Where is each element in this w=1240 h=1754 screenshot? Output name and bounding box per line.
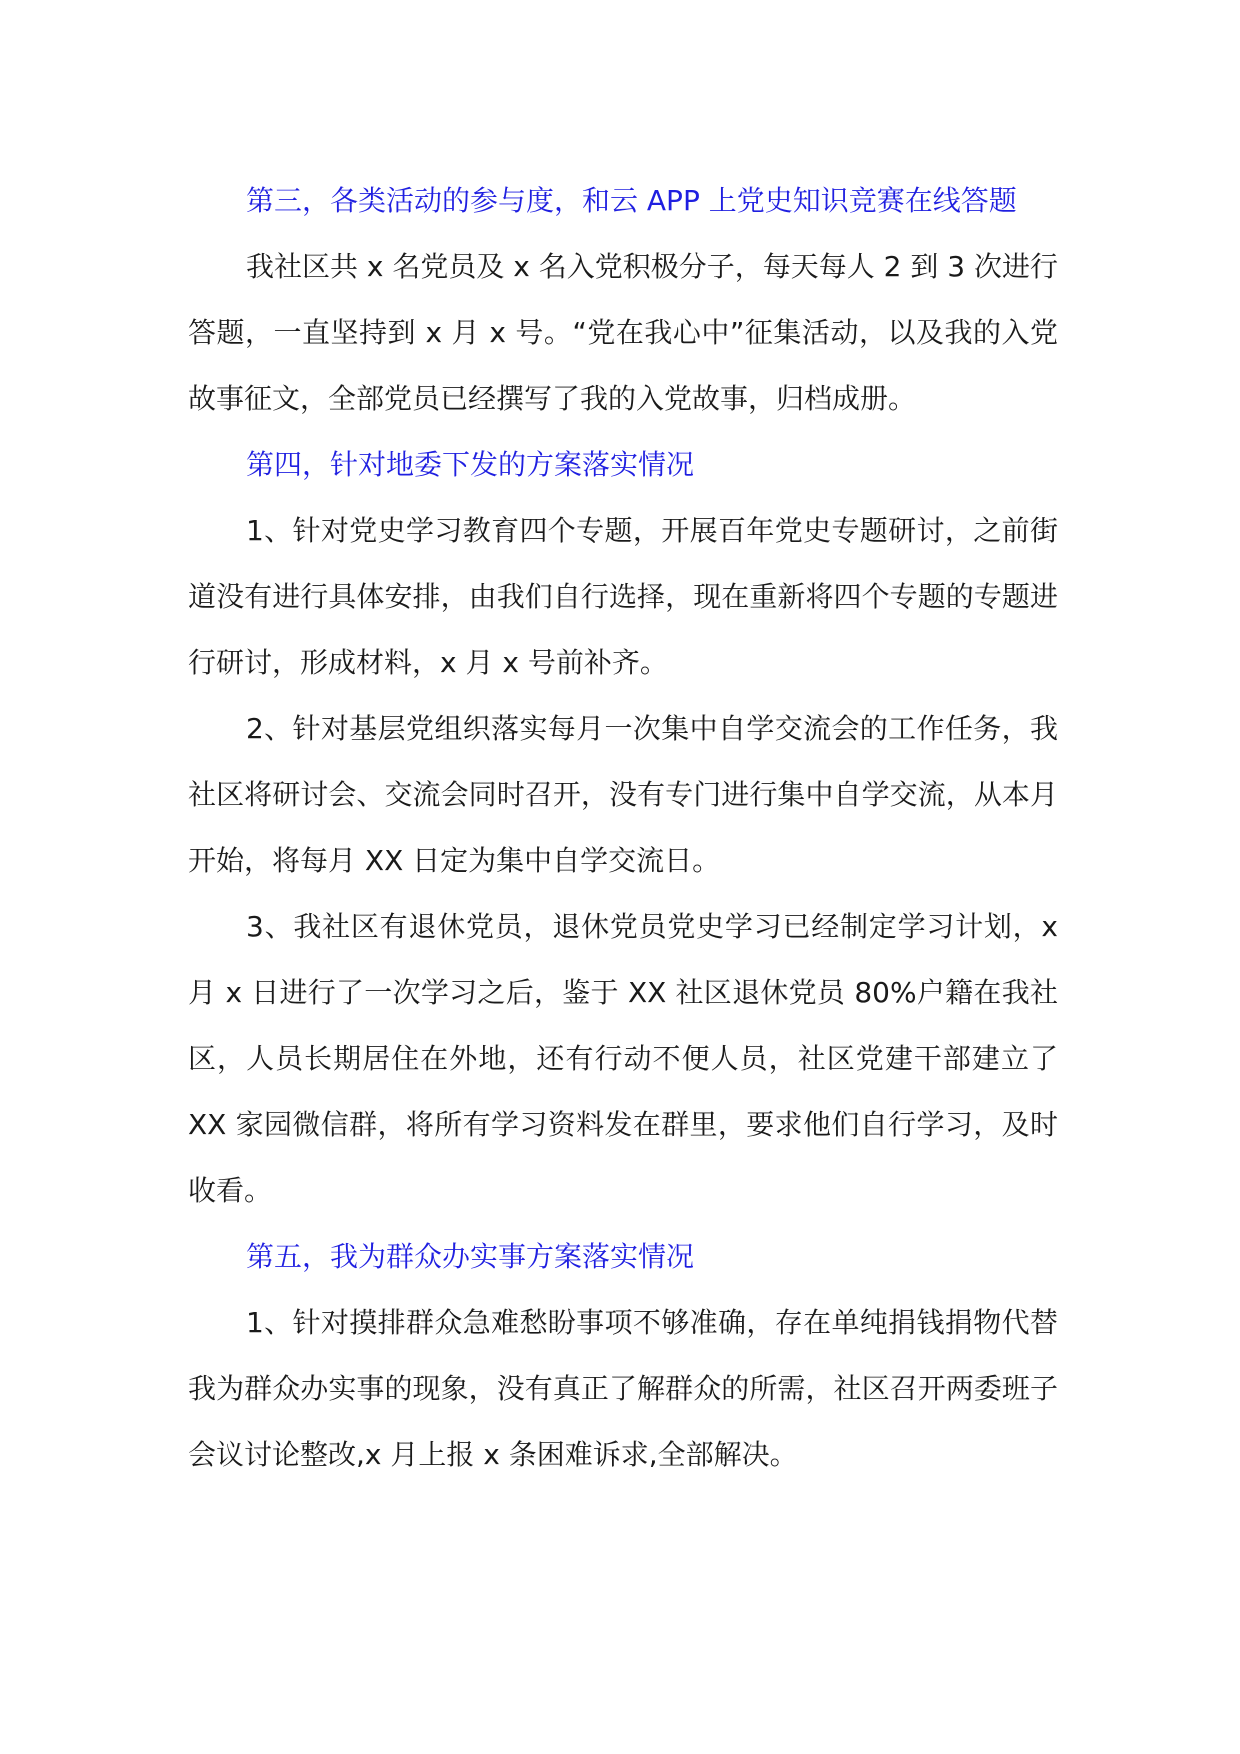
paragraph-activities: 我社区共 x 名党员及 x 名入党积极分子，每天每人 2 到 3 次进行答题，一直坚持到 x 月 x 号。“党在我心中”征集活动，以及我的入党故事征文，全部党员已经撰写了我的入党故事，归档成册。 bbox=[188, 250, 1058, 415]
section-heading-3: 第三，各类活动的参与度，和云 APP 上党史知识竞赛在线答题 bbox=[246, 184, 1017, 217]
paragraph-5-1: 1、针对摸排群众急难愁盼事项不够准确，存在单纯捐钱捐物代替我为群众办实事的现象，没有真正了解群众的所需，社区召开两委班子会议讨论整改,x 月上报 x 条困难诉求,全部解决。 bbox=[188, 1306, 1058, 1471]
paragraph-4-2: 2、针对基层党组织落实每月一次集中自学交流会的工作任务，我社区将研讨会、交流会同时召开，没有专门进行集中自学交流，从本月开始，将每月 XX 日定为集中自学交流日。 bbox=[188, 712, 1058, 877]
document-body bbox=[188, 168, 1058, 1488]
paragraph-4-1: 1、针对党史学习教育四个专题，开展百年党史专题研讨，之前街道没有进行具体安排，由我们自行选择，现在重新将四个专题的专题进行研讨，形成材料，x 月 x 号前补齐。 bbox=[188, 514, 1058, 679]
paragraph-4-3: 3、我社区有退休党员，退休党员党史学习已经制定学习计划，x 月 x 日进行了一次学习之后，鉴于 XX 社区退休党员 80%户籍在我社区，人员长期居住在外地，还有行动不便人员，社区党建干部建立了 XX 家园微信群，将所有学习资料发在群里，要求他们自行学习，及时收看。 bbox=[188, 910, 1058, 1207]
section-heading-4: 第四，针对地委下发的方案落实情况 bbox=[246, 448, 695, 481]
section-heading-5: 第五，我为群众办实事方案落实情况 bbox=[246, 1240, 695, 1273]
